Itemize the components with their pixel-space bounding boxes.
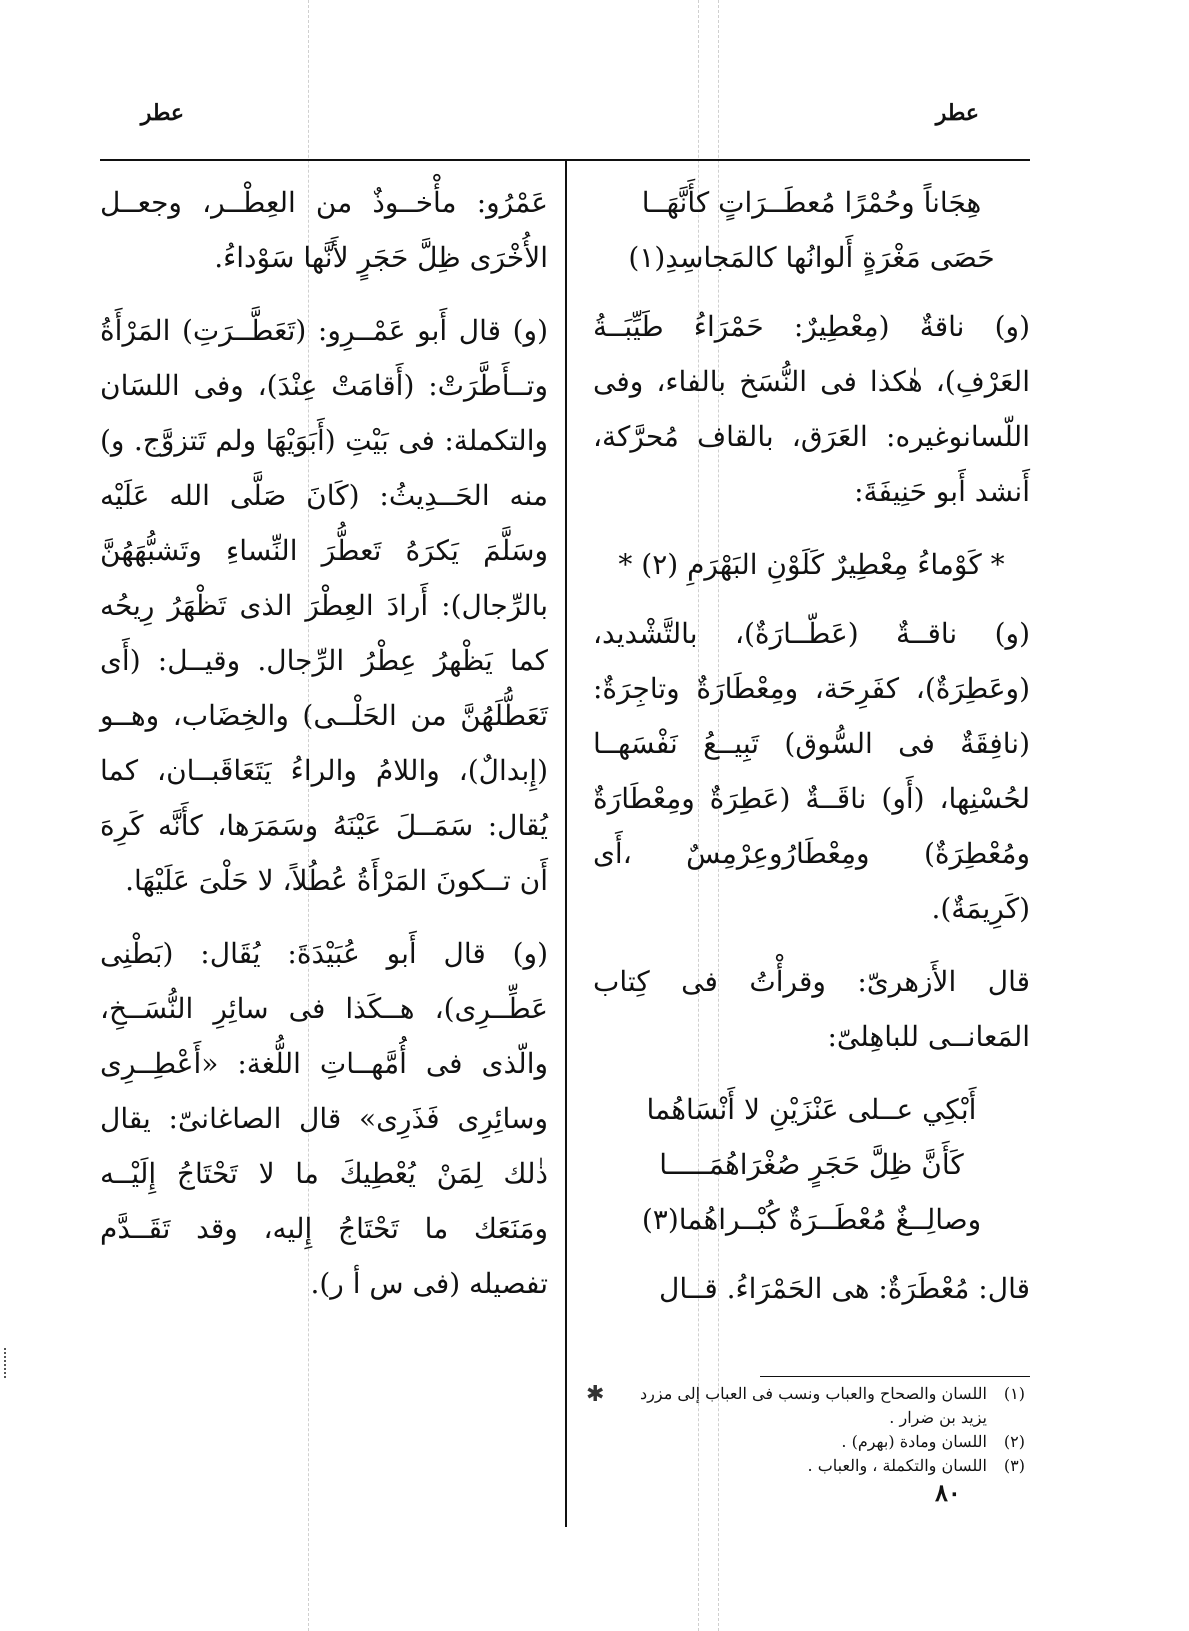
footnote-number: (٣)	[1003, 1456, 1025, 1475]
paragraph: قال الأَزهرىّ: وقرأْتُ فى كِتاب المَعانــى للباهِلىّ:	[593, 965, 1030, 1053]
footnote-item	[585, 1382, 1025, 1406]
verse-line: * كَوْماءُ مِعْطِيرٌ كَلَوْنِ البَهْرَمِ (٢) *	[618, 548, 1005, 581]
verse-line: حَصَى مَغْرَةٍ أَلوانُها كالمَجاسِدِ(١)	[628, 241, 995, 274]
page-number: ٨٠	[935, 1478, 961, 1507]
verse-line: وصالِــغٌ مُعْطَــرَةٌ كُبْــراهُما(٣)	[641, 1203, 982, 1236]
verse-block	[593, 537, 1030, 592]
paragraph: عَمْرُو: مأْخــوذٌ من العِطْــر، وجعــل الأُخْرَى ظِلَّ حَجَرٍ لأَنَّها سَوْداءُ.	[100, 186, 548, 274]
verse-block	[593, 1082, 1030, 1247]
scan-edge-mark	[4, 1348, 10, 1378]
right-column	[593, 175, 1030, 1334]
running-header-left: عطر	[140, 100, 184, 126]
footnote-number: (٢)	[1003, 1432, 1025, 1451]
footnote-text: اللسان ومادة (بهرم) .	[841, 1432, 987, 1451]
column-divider	[565, 159, 567, 1527]
paragraph: (و) قال أَبو عُبَيْدَةَ: يُقَال: (بَطْنِى عَطِّــرِى)، هــكَذا فى سائِرِ النُّسَــخِ، والّذى فى أُمَّهــاتِ اللُّغة: «أَعْطِــرِى وسائِرِى فَذَرِى» قال الصاغانىّ: يقال ذٰلك لِمَنْ يُعْطِيكَ ما لا تَحْتَاجُ إِلَيْــه ومَنَعَك ما تَحْتَاجُ إِليه، وقد تَقَــدَّم تفصيله (فى س أ ر).	[100, 937, 548, 1300]
footnote-continuation: يزيد بن ضرار .	[889, 1408, 987, 1427]
verse-line: أَبْكِي عــلى عَنْزَيْنِ لا أَنْسَاهُما	[646, 1093, 977, 1126]
footnote-item	[585, 1454, 1025, 1478]
footnote-number: (١)	[1003, 1384, 1025, 1403]
paragraph: (و) قال أَبو عَمْــرِو: (تَعَطَّــرَتِ) المَرْأَةُ وتــأَطَّرَتْ: (أَقامَتْ عِنْدَ)، وفى اللسَان والتكملة: فى بَيْتِ (أَبَوَيْهَا ولم تَتزوَّج. و) منه الحَــدِيثُ: (كَانَ صَلَّى الله عَلَيْه وسَلَّمَ يَكرَهُ تَعطُّرَ النِّساءِ وتَشبُّهَهُنَّ بالرِّجال): أَرادَ العِطْرَ الذى تَظْهَرُ رِيحُه كما يَظْهرُ عِطْرُ الرِّجال. وقيــل: (أَى تَعَطُّلَهُنَّ من الحَلْــى) والخِضَاب، وهــو (إِبدالٌ)، واللامُ والراءُ يَتَعَاقَبــان، كما يُقال: سَمَــلَ عَيْنَهُ وسَمَرَها، كأَنَّه كَرِهَ أَن تــكونَ المَرْأَةُ عُطُلاً، لا حَلْىَ عَلَيْهَا.	[100, 314, 548, 897]
footnotes	[585, 1382, 1025, 1478]
footnote-text: اللسان والتكملة ، والعباب .	[807, 1456, 987, 1475]
paragraph: (و) ناقــةٌ (عَطّــارَةٌ)، بالتَّشْديد، (وعَطِرَةٌ)، كفَرِحَة، ومِعْطَارَةٌ وتاجِرَةٌ: (نافِقَةٌ فى السُّوق) تَبِيــعُ نَفْسَهــا لحُسْنِها، (أَو) ناقَــةٌ (عَطِرَةٌ ومِعْطَارَةٌ ومُعْطِرَةٌ) ومِعْطَارُوعِرْمِسٌ ،أَى (كَرِيمَةٌ).	[593, 617, 1030, 925]
verse-block	[593, 175, 1030, 285]
paragraph: قال: مُعْطَرَةٌ: هى الحَمْرَاءُ. قــال	[659, 1272, 1030, 1305]
verse-line: هِجَاناً وحُمْرًا مُعطَــرَاتٍ كأَنَّهَــا	[641, 186, 982, 219]
paragraph: (و) ناقةٌ (مِعْطِيرٌ: حَمْرَاءُ طَيِّبَــةُ العَرْفِ)، هٰكذا فى النُّسَخ بالفاء، وفى اللّسانوغيره: العَرَق، بالقاف مُحرَّكة، أَنشد أَبو حَنِيفَةَ:	[593, 310, 1030, 508]
footnote-text: اللسان والصحاح والعباب ونسب فى العباب إلى مزرد	[640, 1384, 987, 1403]
running-header-right: عطر	[935, 100, 979, 126]
asterisk-icon: ✱	[586, 1382, 605, 1407]
verse-line: كَأَنَّ ظِلَّ حَجَرٍ صُغْرَاهُمَـــــا	[659, 1148, 964, 1181]
footnote-rule	[760, 1376, 1030, 1377]
footnote-item	[585, 1430, 1025, 1454]
left-column	[100, 175, 548, 1329]
